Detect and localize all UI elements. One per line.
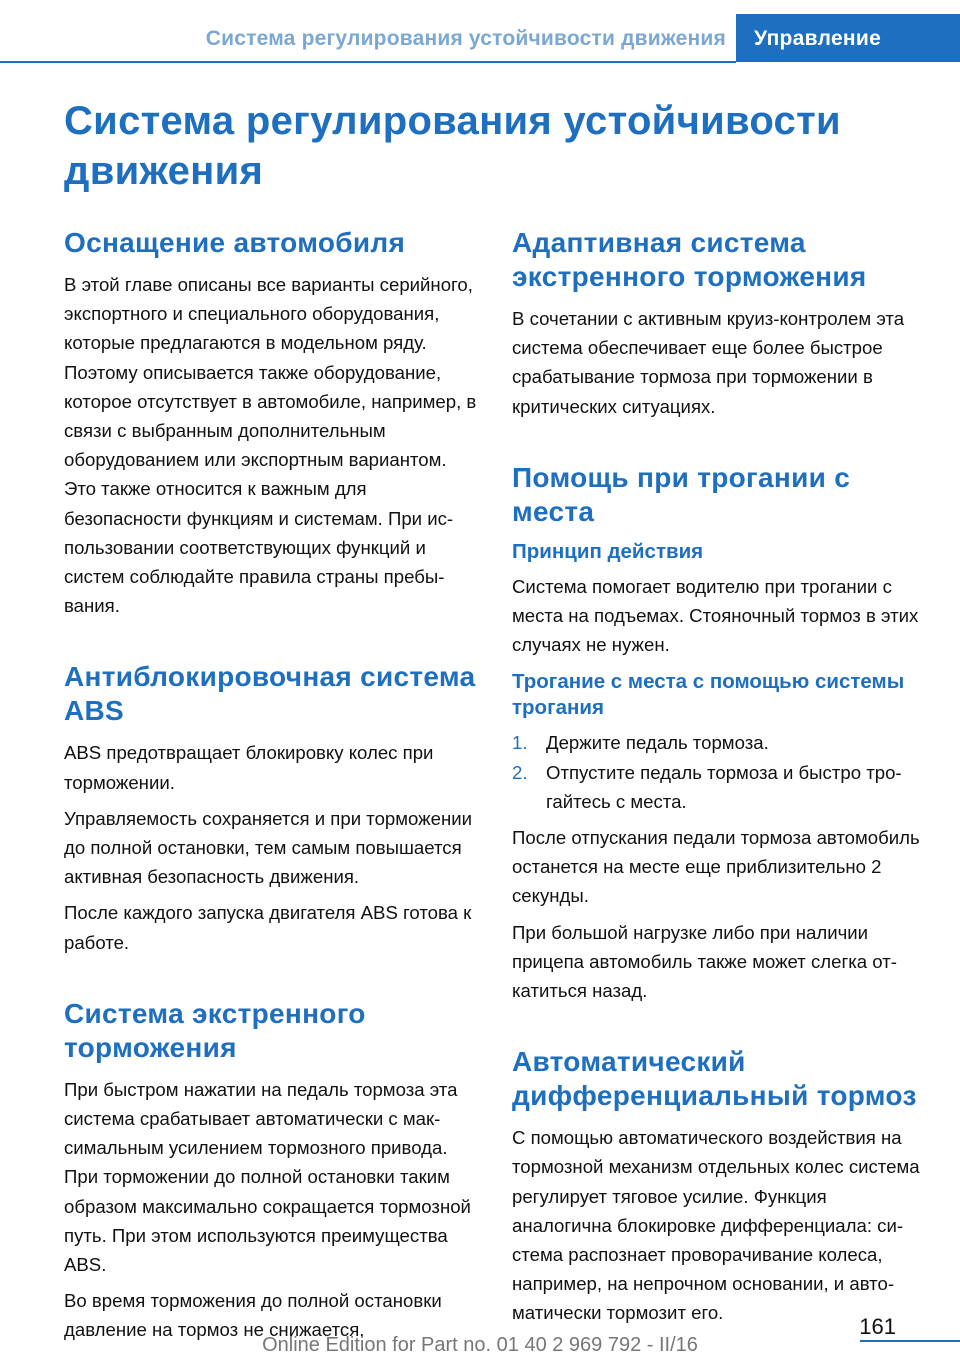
page-number: 161 [859, 1314, 896, 1339]
paragraph: После отпускания педали тормоза автомобиль останется на месте еще приблизительно 2 секунды. [512, 827, 920, 907]
running-header [0, 14, 960, 62]
paragraph: С помощью автоматического воздействия на тормозной механизм отдельных колес система регулирует тяговое усилие. Функция аналогична блокировке дифференциала: система распознает проворачивание колеса, например, на непрочном основании, и автоматически тормозит его. [512, 1127, 920, 1324]
left-column [64, 226, 478, 1345]
steps-list [512, 728, 930, 816]
paragraph: После каждого запуска двигателя ABS готова к работе. [64, 902, 472, 953]
paragraph: Управляемость сохраняется и при торможении до полной остановки, тем самым повышается активная безопасность движения. [64, 807, 472, 888]
heading-equipment: Оснащение автомобиля [64, 227, 406, 258]
heading-emergency-braking: Система экстренного торможения [64, 997, 366, 1063]
step-number: 1. [512, 732, 528, 754]
header-rule [0, 61, 736, 63]
page-title: Система регулирования устойчивости движения [64, 99, 841, 193]
paragraph: При быстром нажатии на педаль тормоза эта система срабатывает автоматически с максимальным усилением тормозного привода. При торможении до полной остановки таким образом максимально сокращается тормозной путь. При этом используются преимущества ABS. [64, 1078, 471, 1276]
step-text: Держите педаль тормоза. [546, 732, 769, 754]
step-number: 2. [512, 761, 528, 783]
heading-hill-start-assist: Помощь при трогании с места [512, 461, 851, 527]
heading-differential-brake: Автоматический дифференциальный тормоз [512, 1046, 917, 1112]
header-section-title: Система регулирования устойчивости движения [205, 27, 726, 50]
subheading-principle: Принцип действия [512, 539, 704, 563]
footer-edition: Online Edition for Part no. 01 40 2 969 792 - II/16 [262, 1334, 698, 1356]
paragraph: В этой главе описаны все варианты серийного, экспортного и специального оборудования, которые предлагаются в модельном ряду. Поэтому описывается также оборудование, которое отсутствует в автомобиле, например, в связи с выбранным дополнительным оборудованием или экспортным вариантом. Это также относится к важным для безопасности функциям и системам. При использовании соответствующих функций и систем соблюдайте правила страны пребывания. [64, 274, 477, 617]
list-item [512, 758, 930, 816]
paragraph: ABS предотвращает блокировку колес при торможении. [64, 742, 434, 793]
paragraph: При большой нагрузке либо при наличии прицепа автомобиль также может слегка откатиться назад. [512, 921, 897, 1002]
header-chapter-tab[interactable]: Управление [736, 14, 960, 62]
step-text: Отпустите педаль тормоза и быстро трогайтесь с места. [546, 761, 902, 812]
paragraph: Система помогает водителю при трогании с места на подъемах. Стояночный тормоз в этих случаях не нужен. [512, 575, 919, 656]
subheading-starting-off: Трогание с места с помощью системы трогания [512, 670, 905, 720]
list-item [512, 728, 930, 757]
paragraph: В сочетании с активным круиз-контролем эта система обеспечивает еще более быстрое срабатывание тормоза при торможении в критических ситуациях. [512, 308, 905, 417]
right-column [512, 226, 930, 1328]
heading-adaptive-braking: Адаптивная система экстренного торможения [512, 227, 867, 292]
heading-abs: Антиблокировочная система ABS [64, 661, 476, 727]
paragraph: Во время торможения до полной остановки давление на тормоз не снижается. [64, 1290, 442, 1341]
